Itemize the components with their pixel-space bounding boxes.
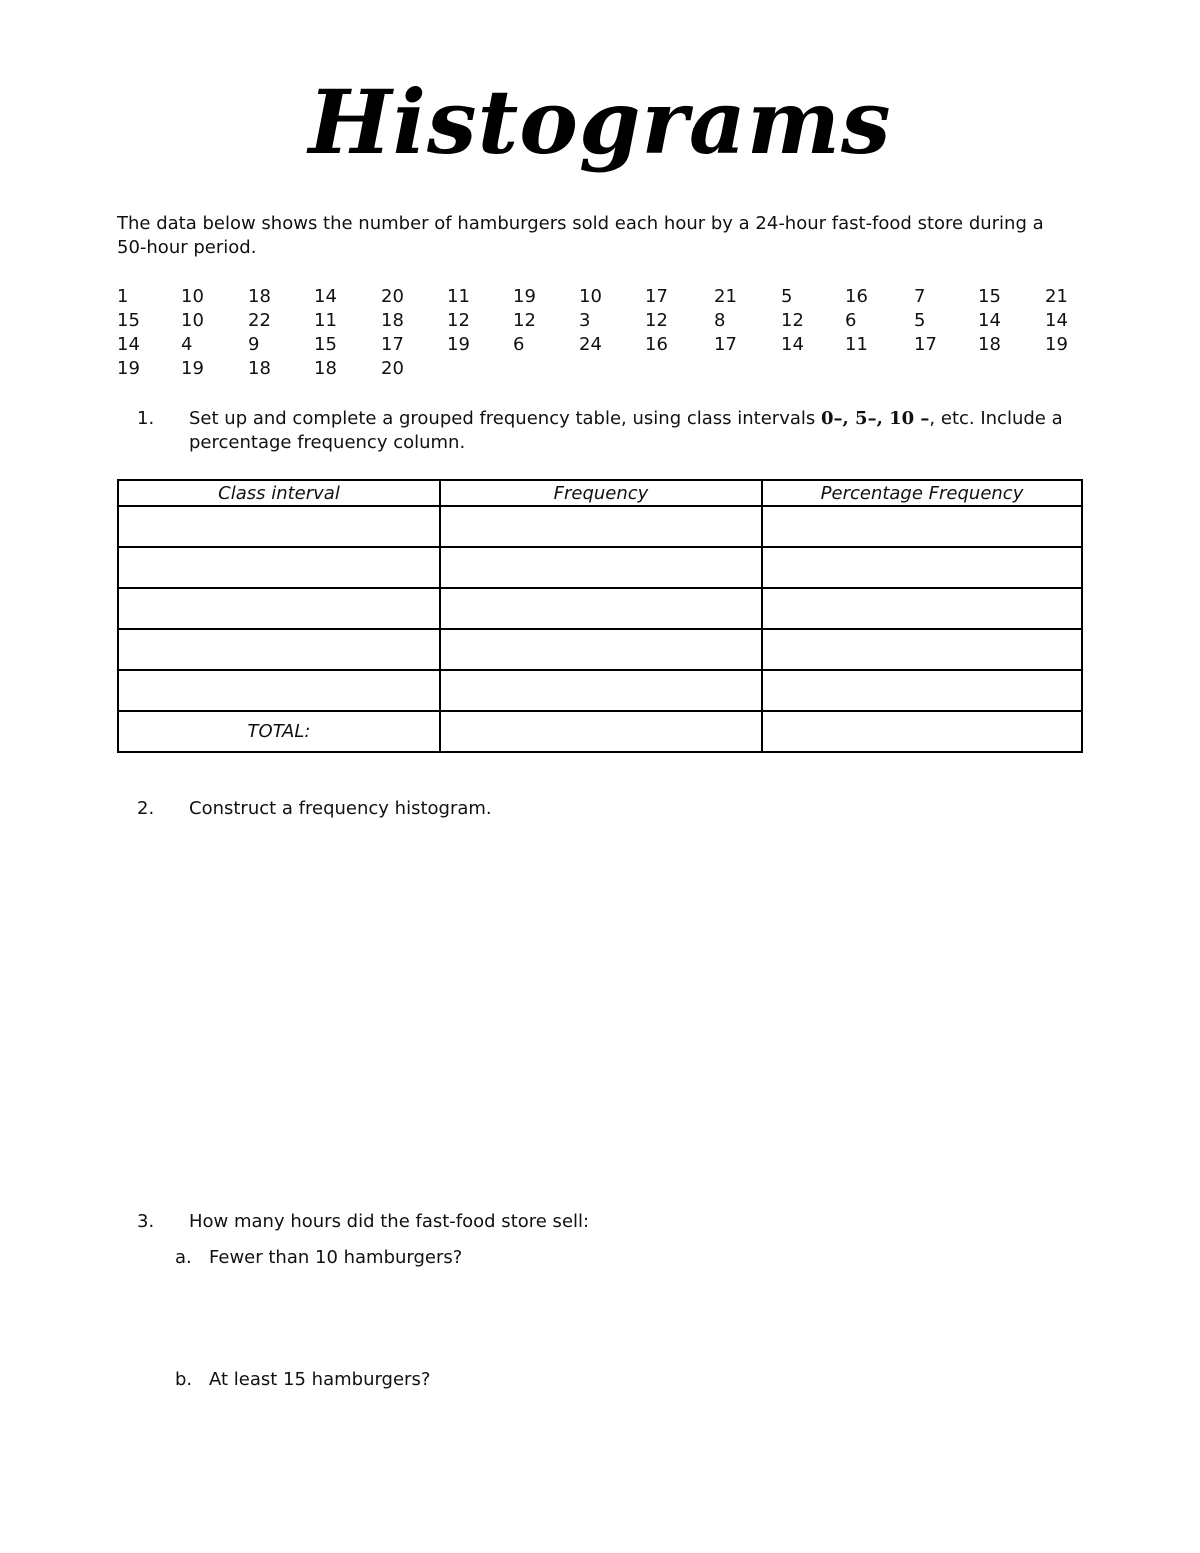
data-value: 18	[248, 358, 271, 379]
table-cell[interactable]	[440, 670, 762, 711]
table-cell[interactable]	[440, 711, 762, 752]
data-value: 5	[914, 310, 926, 331]
frequency-table	[117, 479, 1083, 753]
table-cell[interactable]	[440, 629, 762, 670]
table-cell[interactable]	[440, 506, 762, 547]
header-frequency: Frequency	[440, 480, 762, 506]
data-value: 18	[381, 310, 404, 331]
table-cell[interactable]	[762, 711, 1082, 752]
table-cell[interactable]	[762, 506, 1082, 547]
sub-question-label: a.	[175, 1247, 192, 1268]
data-value: 17	[645, 286, 668, 307]
data-value: 14	[1045, 310, 1068, 331]
table-cell[interactable]	[762, 629, 1082, 670]
data-value: 16	[845, 286, 868, 307]
data-value: 8	[714, 310, 726, 331]
data-value: 19	[513, 286, 536, 307]
data-value: 21	[1045, 286, 1068, 307]
table-cell[interactable]	[118, 670, 440, 711]
data-value: 7	[914, 286, 926, 307]
data-value: 12	[447, 310, 470, 331]
question-text: Set up and complete a grouped frequency table, using class intervals 0–, 5–, 10 –, etc. Include a percentage frequency column.	[189, 408, 1063, 453]
class-intervals-math: 0–, 5–, 10 –	[820, 408, 930, 429]
data-value: 14	[781, 334, 804, 355]
data-value: 12	[645, 310, 668, 331]
data-value: 17	[381, 334, 404, 355]
data-value: 5	[781, 286, 793, 307]
question-3b	[175, 1368, 1035, 1394]
table-total-row	[118, 711, 1082, 752]
data-value: 11	[314, 310, 337, 331]
question-3a	[175, 1246, 1035, 1272]
data-value: 14	[117, 334, 140, 355]
data-value: 19	[117, 358, 140, 379]
sub-question-text: Fewer than 10 hamburgers?	[209, 1247, 463, 1268]
table-cell[interactable]	[762, 547, 1082, 588]
table-cell[interactable]	[762, 670, 1082, 711]
data-value: 10	[181, 310, 204, 331]
data-value: 19	[1045, 334, 1068, 355]
data-value: 15	[978, 286, 1001, 307]
data-value: 20	[381, 286, 404, 307]
data-value: 11	[447, 286, 470, 307]
table-cell[interactable]	[118, 506, 440, 547]
data-value: 20	[381, 358, 404, 379]
question-1	[137, 407, 1097, 457]
data-value: 6	[513, 334, 525, 355]
sub-question-label: b.	[175, 1369, 193, 1390]
data-value: 4	[181, 334, 193, 355]
data-value: 14	[314, 286, 337, 307]
table-header-row	[118, 480, 1082, 506]
header-class-interval: Class interval	[118, 480, 440, 506]
question-number: 3.	[137, 1211, 155, 1232]
table-cell[interactable]	[118, 629, 440, 670]
table-row	[118, 547, 1082, 588]
intro-paragraph: The data below shows the number of hamburgers sold each hour by a 24-hour fast-food store during a 50-hour period.	[117, 213, 1044, 258]
data-value: 10	[579, 286, 602, 307]
table-row	[118, 670, 1082, 711]
table-row	[118, 629, 1082, 670]
data-value: 6	[845, 310, 857, 331]
data-value: 3	[579, 310, 591, 331]
data-value: 22	[248, 310, 271, 331]
question-text: Construct a frequency histogram.	[189, 798, 492, 819]
data-value: 18	[248, 286, 271, 307]
data-value: 11	[845, 334, 868, 355]
question-2	[137, 797, 1097, 823]
table-cell[interactable]	[440, 547, 762, 588]
data-value: 16	[645, 334, 668, 355]
data-value: 9	[248, 334, 260, 355]
sub-question-text: At least 15 hamburgers?	[209, 1369, 431, 1390]
data-value: 14	[978, 310, 1001, 331]
question-number: 1.	[137, 408, 155, 429]
table-cell[interactable]	[762, 588, 1082, 629]
question-3	[137, 1210, 1097, 1236]
table-cell[interactable]	[118, 588, 440, 629]
data-value: 19	[447, 334, 470, 355]
data-value: 18	[314, 358, 337, 379]
page-title: Histograms	[308, 70, 892, 174]
data-value: 17	[914, 334, 937, 355]
table-cell[interactable]	[118, 547, 440, 588]
data-value: 18	[978, 334, 1001, 355]
data-value: 24	[579, 334, 602, 355]
question-text: How many hours did the fast-food store sell:	[189, 1211, 590, 1232]
table-cell[interactable]	[440, 588, 762, 629]
data-value: 17	[714, 334, 737, 355]
data-value: 10	[181, 286, 204, 307]
data-value: 12	[513, 310, 536, 331]
table-row	[118, 588, 1082, 629]
question-number: 2.	[137, 798, 155, 819]
data-value: 15	[117, 310, 140, 331]
data-value: 12	[781, 310, 804, 331]
data-value: 15	[314, 334, 337, 355]
table-row	[118, 506, 1082, 547]
data-value: 19	[181, 358, 204, 379]
data-value: 1	[117, 286, 129, 307]
data-value: 21	[714, 286, 737, 307]
total-label: TOTAL:	[118, 711, 440, 752]
header-percentage-frequency: Percentage Frequency	[762, 480, 1082, 506]
